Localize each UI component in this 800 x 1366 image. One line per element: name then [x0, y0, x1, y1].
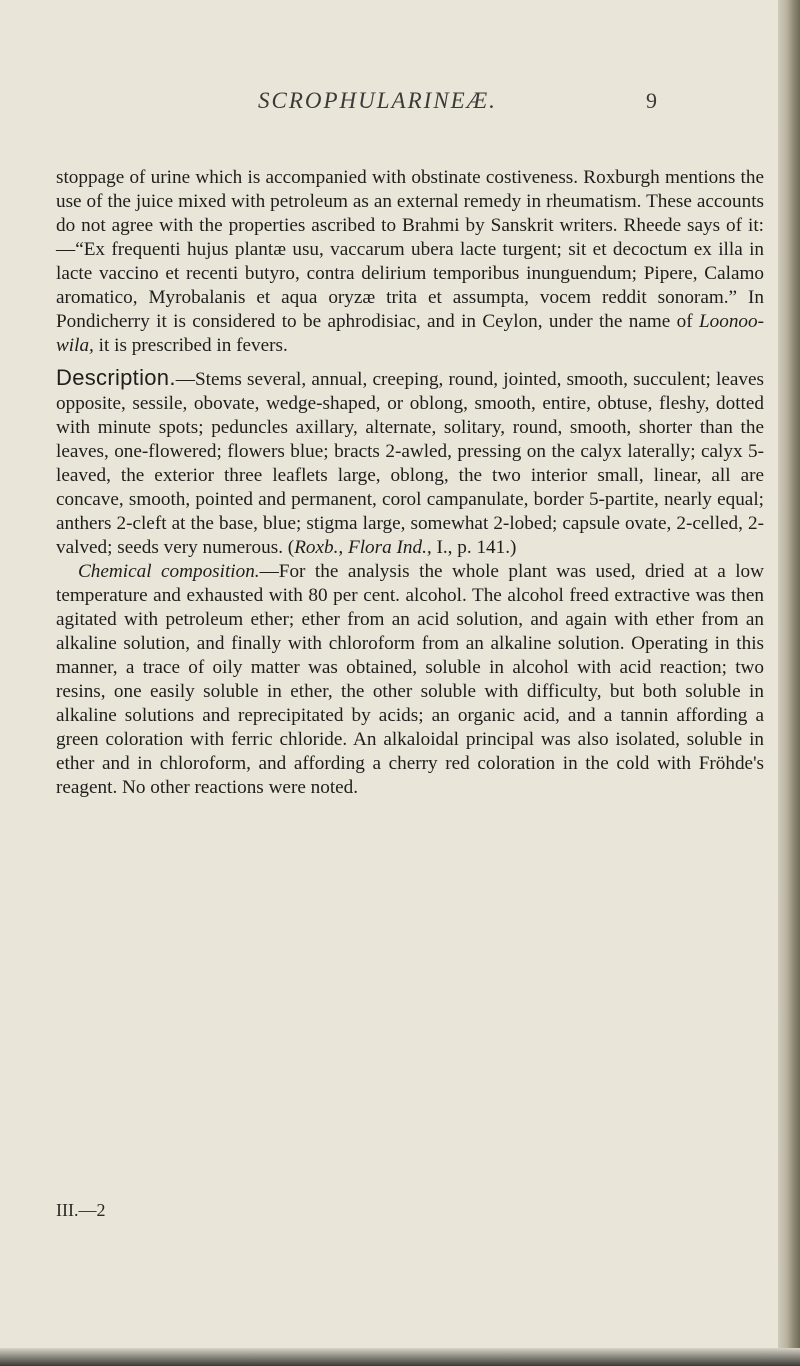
chemical-text: —For the analysis the whole plant was used, dried at a low temperature and exhausted with 80 per cent. alcohol. The alcohol freed extractive was then agitated with petroleum ether; ether from an acid solution, and again with ether from an alkaline solution, and finally with chloroform from an alkaline solution. Operating in this manner, a trace of oily matter was obtained, soluble in alcohol with acid reaction; two resins, one easily soluble in ether, the other soluble with difficulty, but both soluble in alkaline solutions and reprecipitated by acids; an organic acid, and a tannin affording a green coloration with ferric chloride. An alkaloidal principal was also isolated, soluble in ether and in chloroform, and affording a cherry red coloration in the cold with Fröhde's reagent. No other reactions were noted. [56, 561, 764, 798]
description-heading: Description. [56, 365, 176, 390]
description-text: —Stems several, annual, creeping, round, jointed, smooth, succulent; leaves opposite, sessile, obovate, wedge-shaped, or oblong, smooth, entire, obtuse, fleshy, dotted with minute spots; peduncles axillary, alternate, solitary, round, smooth, shorter than the leaves, one-flowered; flowers blue; bracts 2-awled, pressing on the calyx laterally; calyx 5-leaved, the exterior three leaflets large, oblong, the two interior small, linear, all are concave, smooth, pointed and permanent, corol campanulate, border 5-partite, nearly equal; anthers 2-cleft at the base, blue; stigma large, somewhat 2-lobed; capsule ovate, 2-celled, 2-valved; seeds very numerous. ( [56, 369, 764, 558]
body-text [56, 166, 764, 800]
running-title: SCROPHULARINEÆ. [258, 88, 497, 113]
page-edge-bottom [0, 1348, 800, 1366]
description-paragraph [56, 366, 764, 560]
signature-mark: III.—2 [56, 1200, 106, 1220]
page-edge-right [778, 0, 800, 1366]
chemical-heading: Chemical composition. [78, 561, 260, 582]
citation: Roxb., Flora Ind., [294, 537, 432, 558]
vernacular-name: Loonoo-wila, [56, 311, 764, 356]
paragraph-continuation [56, 166, 764, 358]
citation-end: I., p. 141.) [431, 537, 517, 558]
paragraph-text: stoppage of urine which is accompanied with obstinate costiveness. Roxburgh mentions the use of the juice mixed with petroleum as an external remedy in rheumatism. These accounts do not agree with the properties ascribed to Brahmi by Sanskrit writers. Rheede says of it:—“Ex frequenti hujus plantæ usu, vaccarum ubera lacte turgent; sit et decoctum ex illa in lacte vaccino et recenti butyro, contra delirium temporibus inunguendum; Pipere, Calamo aromatico, Myrobalanis et aqua oryzæ trita et assumpta, vocem reddit sonoram.” In Pondicherry it is considered to be aphrodisiac, and in Ceylon, under the name of [56, 167, 764, 332]
page-number: 9 [646, 88, 657, 113]
chemical-paragraph [56, 560, 764, 800]
paragraph-text-end: it is prescribed in fevers. [93, 335, 288, 356]
running-head [0, 88, 800, 128]
